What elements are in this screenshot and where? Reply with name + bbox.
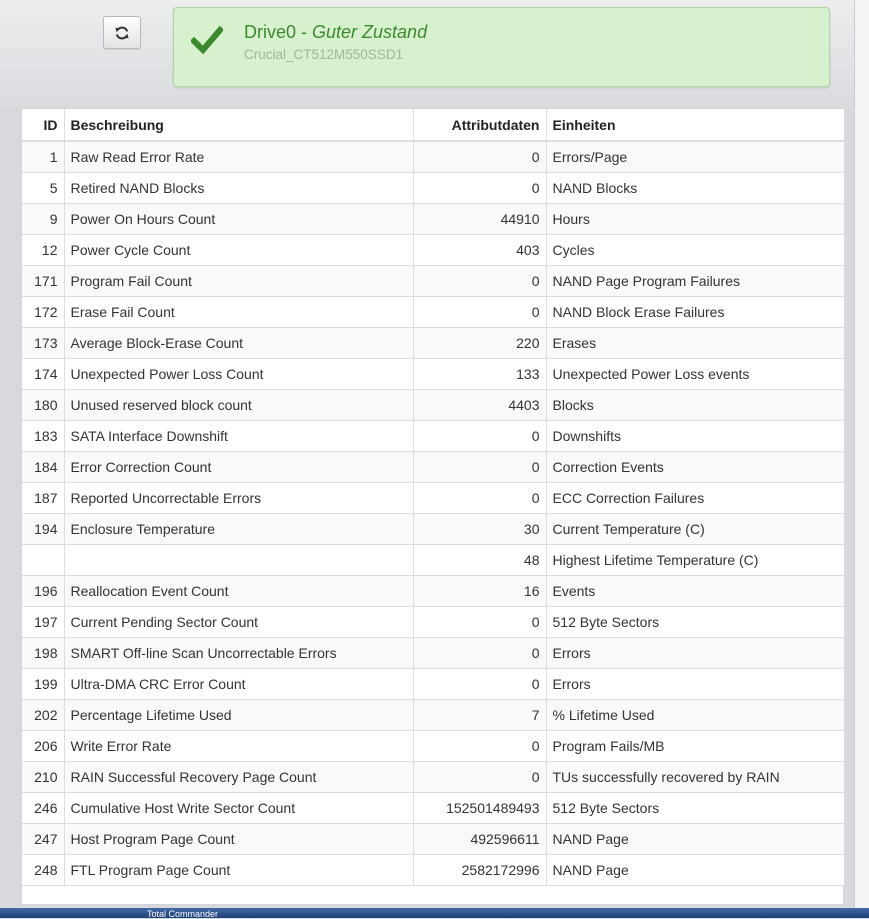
cell-description: Error Correction Count — [64, 452, 413, 483]
table-row — [22, 235, 844, 266]
cell-id: 202 — [22, 700, 64, 731]
cell-id: 247 — [22, 824, 64, 855]
cell-unit: NAND Page Program Failures — [546, 266, 844, 297]
cell-id: 199 — [22, 669, 64, 700]
cell-unit: Downshifts — [546, 421, 844, 452]
table-row — [22, 421, 844, 452]
cell-unit: ECC Correction Failures — [546, 483, 844, 514]
cell-unit: Cycles — [546, 235, 844, 266]
cell-value: 30 — [413, 514, 546, 545]
cell-unit: Highest Lifetime Temperature (C) — [546, 545, 844, 576]
drive-title — [244, 22, 427, 43]
table-row — [22, 669, 844, 700]
cell-id: 196 — [22, 576, 64, 607]
cell-value: 0 — [413, 731, 546, 762]
cell-value: 0 — [413, 762, 546, 793]
cell-value: 48 — [413, 545, 546, 576]
table-row — [22, 855, 844, 886]
table-row — [22, 141, 844, 173]
cell-description: Enclosure Temperature — [64, 514, 413, 545]
cell-unit: Errors/Page — [546, 141, 844, 173]
cell-id: 184 — [22, 452, 64, 483]
table-row — [22, 390, 844, 421]
cell-value: 7 — [413, 700, 546, 731]
column-header-unit[interactable]: Einheiten — [546, 109, 844, 141]
cell-id: 5 — [22, 173, 64, 204]
taskbar — [0, 908, 869, 918]
cell-id: 174 — [22, 359, 64, 390]
cell-unit: NAND Blocks — [546, 173, 844, 204]
cell-value: 0 — [413, 173, 546, 204]
cell-value: 403 — [413, 235, 546, 266]
cell-description: Reallocation Event Count — [64, 576, 413, 607]
cell-unit: Errors — [546, 638, 844, 669]
cell-value: 4403 — [413, 390, 546, 421]
table-row — [22, 793, 844, 824]
column-header-id[interactable]: ID — [22, 109, 64, 141]
cell-description: Power Cycle Count — [64, 235, 413, 266]
cell-unit: TUs successfully recovered by RAIN — [546, 762, 844, 793]
cell-id: 198 — [22, 638, 64, 669]
cell-id: 171 — [22, 266, 64, 297]
cell-unit: Errors — [546, 669, 844, 700]
title-separator: - — [296, 22, 313, 42]
cell-value: 0 — [413, 141, 546, 173]
cell-id — [22, 545, 64, 576]
cell-description: Unused reserved block count — [64, 390, 413, 421]
table-row — [22, 359, 844, 390]
table-row — [22, 328, 844, 359]
cell-value: 0 — [413, 266, 546, 297]
taskbar-item-total-commander[interactable]: Total Commander — [147, 909, 219, 919]
table-row — [22, 514, 844, 545]
cell-unit: % Lifetime Used — [546, 700, 844, 731]
cell-id: 206 — [22, 731, 64, 762]
cell-id: 183 — [22, 421, 64, 452]
cell-unit: Current Temperature (C) — [546, 514, 844, 545]
table-row — [22, 731, 844, 762]
cell-description: Percentage Lifetime Used — [64, 700, 413, 731]
cell-id: 187 — [22, 483, 64, 514]
cell-id: 9 — [22, 204, 64, 235]
cell-unit: NAND Page — [546, 824, 844, 855]
cell-unit: Erases — [546, 328, 844, 359]
cell-description: Write Error Rate — [64, 731, 413, 762]
cell-description: Retired NAND Blocks — [64, 173, 413, 204]
smart-table-panel — [21, 108, 844, 905]
cell-value: 16 — [413, 576, 546, 607]
cell-description: Reported Uncorrectable Errors — [64, 483, 413, 514]
cell-unit: Correction Events — [546, 452, 844, 483]
table-row — [22, 266, 844, 297]
cell-value: 0 — [413, 607, 546, 638]
cell-value: 0 — [413, 669, 546, 700]
cell-value: 0 — [413, 421, 546, 452]
cell-id: 172 — [22, 297, 64, 328]
cell-value: 0 — [413, 638, 546, 669]
cell-unit: NAND Page — [546, 855, 844, 886]
table-row — [22, 204, 844, 235]
cell-id: 173 — [22, 328, 64, 359]
cell-id: 210 — [22, 762, 64, 793]
cell-description: Erase Fail Count — [64, 297, 413, 328]
table-row — [22, 452, 844, 483]
cell-description — [64, 545, 413, 576]
table-row — [22, 762, 844, 793]
cell-value: 2582172996 — [413, 855, 546, 886]
cell-value: 152501489493 — [413, 793, 546, 824]
table-row — [22, 297, 844, 328]
table-row — [22, 483, 844, 514]
cell-value: 44910 — [413, 204, 546, 235]
cell-id: 194 — [22, 514, 64, 545]
cell-id: 1 — [22, 141, 64, 173]
cell-id: 197 — [22, 607, 64, 638]
cell-unit: Hours — [546, 204, 844, 235]
cell-description: Ultra-DMA CRC Error Count — [64, 669, 413, 700]
cell-value: 220 — [413, 328, 546, 359]
cell-description: SMART Off-line Scan Uncorrectable Errors — [64, 638, 413, 669]
column-header-value[interactable]: Attributdaten — [413, 109, 546, 141]
smart-attributes-table — [22, 109, 844, 886]
cell-unit: Events — [546, 576, 844, 607]
table-row — [22, 638, 844, 669]
cell-unit: Unexpected Power Loss events — [546, 359, 844, 390]
cell-value: 492596611 — [413, 824, 546, 855]
cell-unit: Program Fails/MB — [546, 731, 844, 762]
cell-description: Host Program Page Count — [64, 824, 413, 855]
cell-value: 0 — [413, 452, 546, 483]
drive-name: Drive0 — [244, 22, 297, 42]
drive-status-panel — [173, 7, 830, 87]
check-icon — [191, 26, 223, 56]
cell-id: 12 — [22, 235, 64, 266]
table-row — [22, 700, 844, 731]
cell-unit: 512 Byte Sectors — [546, 607, 844, 638]
table-row — [22, 824, 844, 855]
cell-id: 246 — [22, 793, 64, 824]
table-row — [22, 173, 844, 204]
table-row — [22, 607, 844, 638]
cell-unit: Blocks — [546, 390, 844, 421]
scrollbar-track[interactable] — [854, 0, 869, 908]
refresh-button[interactable] — [103, 16, 141, 49]
cell-id: 180 — [22, 390, 64, 421]
cell-description: Cumulative Host Write Sector Count — [64, 793, 413, 824]
table-header-row — [22, 109, 844, 141]
cell-description: Average Block-Erase Count — [64, 328, 413, 359]
cell-description: Unexpected Power Loss Count — [64, 359, 413, 390]
cell-description: Current Pending Sector Count — [64, 607, 413, 638]
cell-value: 0 — [413, 483, 546, 514]
cell-id: 248 — [22, 855, 64, 886]
drive-state: Guter Zustand — [312, 22, 428, 42]
cell-unit: 512 Byte Sectors — [546, 793, 844, 824]
cell-description: SATA Interface Downshift — [64, 421, 413, 452]
column-header-description[interactable]: Beschreibung — [64, 109, 413, 141]
cell-description: RAIN Successful Recovery Page Count — [64, 762, 413, 793]
cell-description: Power On Hours Count — [64, 204, 413, 235]
cell-value: 133 — [413, 359, 546, 390]
table-row — [22, 545, 844, 576]
drive-model: Crucial_CT512M550SSD1 — [244, 47, 404, 62]
cell-unit: NAND Block Erase Failures — [546, 297, 844, 328]
table-row — [22, 576, 844, 607]
cell-description: Raw Read Error Rate — [64, 141, 413, 173]
cell-description: FTL Program Page Count — [64, 855, 413, 886]
refresh-icon — [114, 25, 130, 41]
cell-description: Program Fail Count — [64, 266, 413, 297]
cell-value: 0 — [413, 297, 546, 328]
